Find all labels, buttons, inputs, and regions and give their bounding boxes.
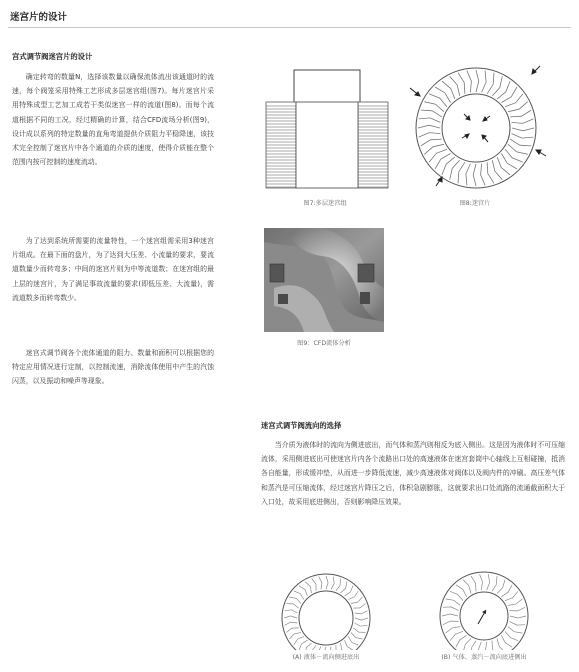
labyrinth-stack-figure (262, 66, 392, 194)
section-title-labyrinth-design: 宫式调节阀迷宫片的设计 (12, 52, 93, 61)
header-divider (8, 27, 571, 28)
figure-a-caption: (A) 液体－流向侧进底出 (292, 654, 360, 661)
page-header (0, 0, 579, 30)
cfd-analysis-figure (264, 228, 384, 332)
gas-flow-disc-figure (432, 568, 536, 650)
figure-8-caption: 图8:迷宫片 (459, 200, 491, 207)
section1-paragraph-2: 为了达到系统所需要的流量特性，一个迷宫组需采用3种迷宫片组成。在最下面的盘片，为了达到大压差、小流量的要求，要流道数量少而转弯多；中间的迷宫片则为中等流道数；在迷宫组的最上层的迷宫片，为了满足事故流量的要求(即低压差、大流量)，需流道数多而转弯数少。 (12, 237, 214, 302)
figure-b-caption: (B) 气体、蒸汽－流向底进侧出 (441, 654, 527, 661)
figure-7-caption: 图7:多层迷宫组 (303, 200, 347, 207)
section1-paragraph-1: 确定转弯的数量N，选择该数量以确保流体流出该通道时的流速，每个阀笼采用特殊工艺形成多层迷宫组(图7)。每片迷宫片采用特殊成型工艺加工成若干类似迷宫一样的流道(图8)。而每个流道根据不同的工况，经过精确的计算，结合CFD流场分析(图9)，设计成以系列的特定数量的直角弯道提供介质阻力平稳降速，该技术完全控制了迷宫片中各个通道的介质的速度，使得介质能在整个范围内按可控制的速度流动。 (12, 73, 214, 167)
section-title-flow-direction: 迷宫式调节阀流向的选择 (261, 421, 342, 430)
labyrinth-disc-figure (400, 58, 552, 192)
liquid-flow-disc-figure (274, 570, 378, 650)
figure-9-caption: 图9：CFD流体分析 (297, 340, 351, 347)
section2-paragraph: 当介质为液体时的流向为侧进底出，而气体和蒸汽则相反为底入侧出。这是因为液体时不可压缩流体，采用侧进底出可使迷宫片内各个流路出口处的高速液体在迷宫套筒中心轴线上互相碰撞，抵消各自能量，形成缓冲垫，从而进一步降低流速，减少高速液体对阀体以及阀内件的冲刷。高压差气体和蒸汽是可压缩流体，经过迷宫片降压之后，体积急剧膨胀，这就要求出口处流路的流通截面积大于入口处，故采用底进侧出，否则影响降压效果。 (261, 441, 565, 506)
page-title: 迷宫片的设计 (10, 12, 68, 23)
section1-paragraph-3: 迷宫式调节阀各个流体通道的阻力、数量和面积可以根据您的特定应用情况进行定制，以控制流速，消除流体使用中产生的汽蚀闪蒸，以及振动和噪声等现象。 (12, 349, 214, 386)
